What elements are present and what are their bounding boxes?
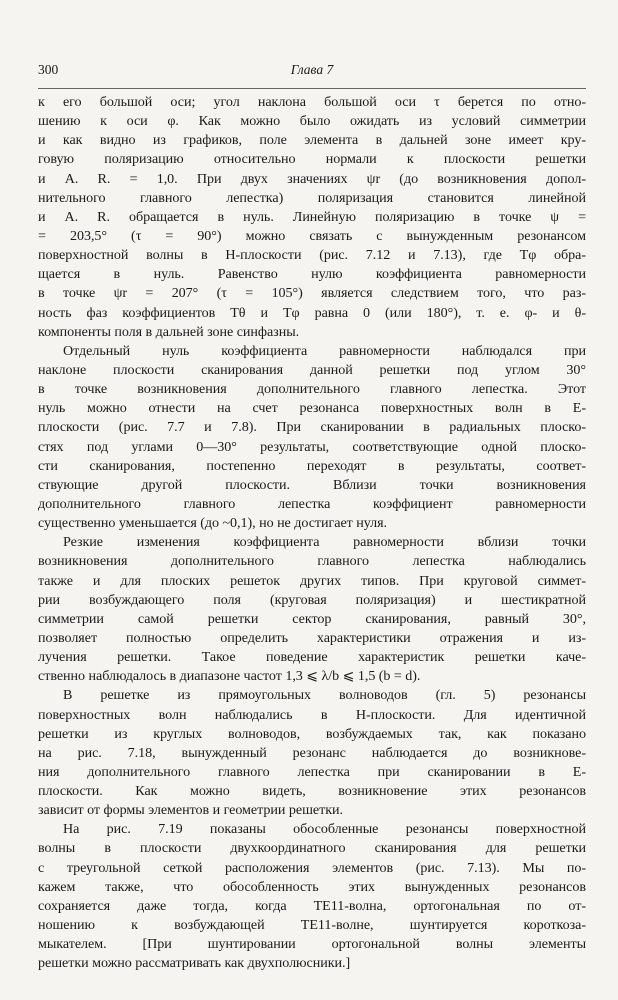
text-line: = 203,5° (τ = 90°) можно связать с вынужденным резонансом xyxy=(38,227,586,244)
text-line: позволяет полностью определить характеристики отражения и из- xyxy=(38,629,586,646)
text-line: стях под углами 0—30° результаты, соответствующие одной плоско- xyxy=(38,438,586,455)
text-line: нительного главного лепестка) поляризация становится линейной xyxy=(38,189,586,206)
text-line: шению к оси φ. Как можно было ожидать из условий симметрии xyxy=(38,113,586,130)
text-line: в точке возникновения дополнительного главного лепестка. Этот xyxy=(38,381,586,398)
running-head: Глава 7 xyxy=(290,62,334,77)
header-rule xyxy=(38,88,586,89)
paragraph xyxy=(38,342,586,533)
text-line: решетки из круглых волноводов, возбуждаемых так, как показано xyxy=(38,725,586,742)
paragraph xyxy=(38,93,586,342)
paragraph xyxy=(38,533,586,686)
text-line: Резкие изменения коэффициента равномерности вблизи точки xyxy=(63,534,586,551)
text-line: поверхностной волны в H-плоскости (рис. 7.12 и 7.13), где Tφ обра- xyxy=(38,247,586,264)
page-number: 300 xyxy=(38,62,59,77)
text-line: наклоне плоскости сканирования данной решетки под углом 30° xyxy=(38,361,586,378)
text-line: на рис. 7.18, вынужденный резонанс наблюдается до возникнове- xyxy=(38,744,586,761)
text-line: ность фаз коэффициентов Tθ и Tφ равна 0 (или 180°), т. е. φ- и θ- xyxy=(38,304,586,321)
text-line: Отдельный нуль коэффициента равномерности наблюдался при xyxy=(63,342,586,359)
text-line: в точке ψr = 207° (τ = 105°) является следствием того, что раз- xyxy=(38,285,586,302)
text-line: ствующие другой плоскости. Вблизи точки возникновения xyxy=(38,476,586,493)
text-line: рии возбуждающего поля (круговая поляризация) и шестикратной xyxy=(38,591,586,608)
text-line: компоненты поля в дальней зоне синфазны. xyxy=(38,323,300,340)
text-line: дополнительного главного лепестка коэффициент равномерности xyxy=(38,495,586,512)
text-line: кажем также, что обособленность этих вынужденных резонансов xyxy=(38,878,586,895)
page-header xyxy=(38,62,586,80)
text-line: к его большой оси; угол наклона большой оси τ берется по отно- xyxy=(38,94,586,110)
text-line: зависит от формы элементов и геометрии решетки. xyxy=(38,802,343,819)
body-text xyxy=(38,93,586,973)
paragraph xyxy=(38,820,586,973)
text-line: с треугольной сеткой расположения элементов (рис. 7.13). Мы по- xyxy=(38,859,586,876)
text-line: возникновения дополнительного главного лепестка наблюдались xyxy=(38,553,586,570)
text-line: плоскости (рис. 7.7 и 7.8). При сканировании в радиальных плоско- xyxy=(38,419,586,436)
text-line: сти сканирования, постепенно переходят в результаты, соответ- xyxy=(38,457,586,474)
text-line: поверхностных волн наблюдались в H-плоскости. Для идентичной xyxy=(38,706,586,723)
text-line: ношению к возбуждающей TE11-волне, шунтируется короткоза- xyxy=(38,917,586,934)
text-line: говую поляризацию относительно нормали к плоскости решетки xyxy=(38,151,586,168)
text-line: сохраняется даже тогда, когда TE11-волна, ортогональная по от- xyxy=(38,897,586,914)
text-line: также и для плоских решеток других типов. При круговой симмет- xyxy=(38,572,586,589)
text-line: На рис. 7.19 показаны обособленные резонансы поверхностной xyxy=(63,821,586,838)
text-line: ственно наблюдалось в диапазоне частот 1,3 ⩽ λ/b ⩽ 1,5 (b = d). xyxy=(38,668,421,685)
text-line: ния дополнительного главного лепестка при сканировании в E- xyxy=(38,763,586,780)
text-line: В решетке из прямоугольных волноводов (гл. 5) резонансы xyxy=(63,687,586,704)
text-line: решетки можно рассматривать как двухполюсники.] xyxy=(38,955,351,972)
text-line: нуль можно отнести на счет резонанса поверхностных волн в E- xyxy=(38,400,586,417)
paragraph xyxy=(38,686,586,820)
text-line: существенно уменьшается (до ~0,1), но не достигает нуля. xyxy=(38,515,387,532)
text-line: лучения решетки. Такое поведение характеристик решетки каче- xyxy=(38,649,586,666)
text-line: симметрии самой решетки сектор сканирования, равный 30°, xyxy=(38,610,586,627)
text-line: плоскости. Как можно видеть, возникновение этих резонансов xyxy=(38,783,586,800)
text-line: волны в плоскости двухкоординатного сканирования для решетки xyxy=(38,840,586,857)
text-line: и A. R. обращается в нуль. Линейную поляризацию в точке ψ = xyxy=(38,208,586,225)
text-line: мыкателем. [При шунтировании ортогональной волны элементы xyxy=(38,936,586,953)
text-line: щается в нуль. Равенство нулю коэффициента равномерности xyxy=(38,266,586,283)
text-line: и A. R. = 1,0. При двух значениях ψr (до возникновения допол- xyxy=(38,170,586,187)
text-line: и как видно из графиков, поле элемента в дальней зоне имеет кру- xyxy=(38,132,586,149)
